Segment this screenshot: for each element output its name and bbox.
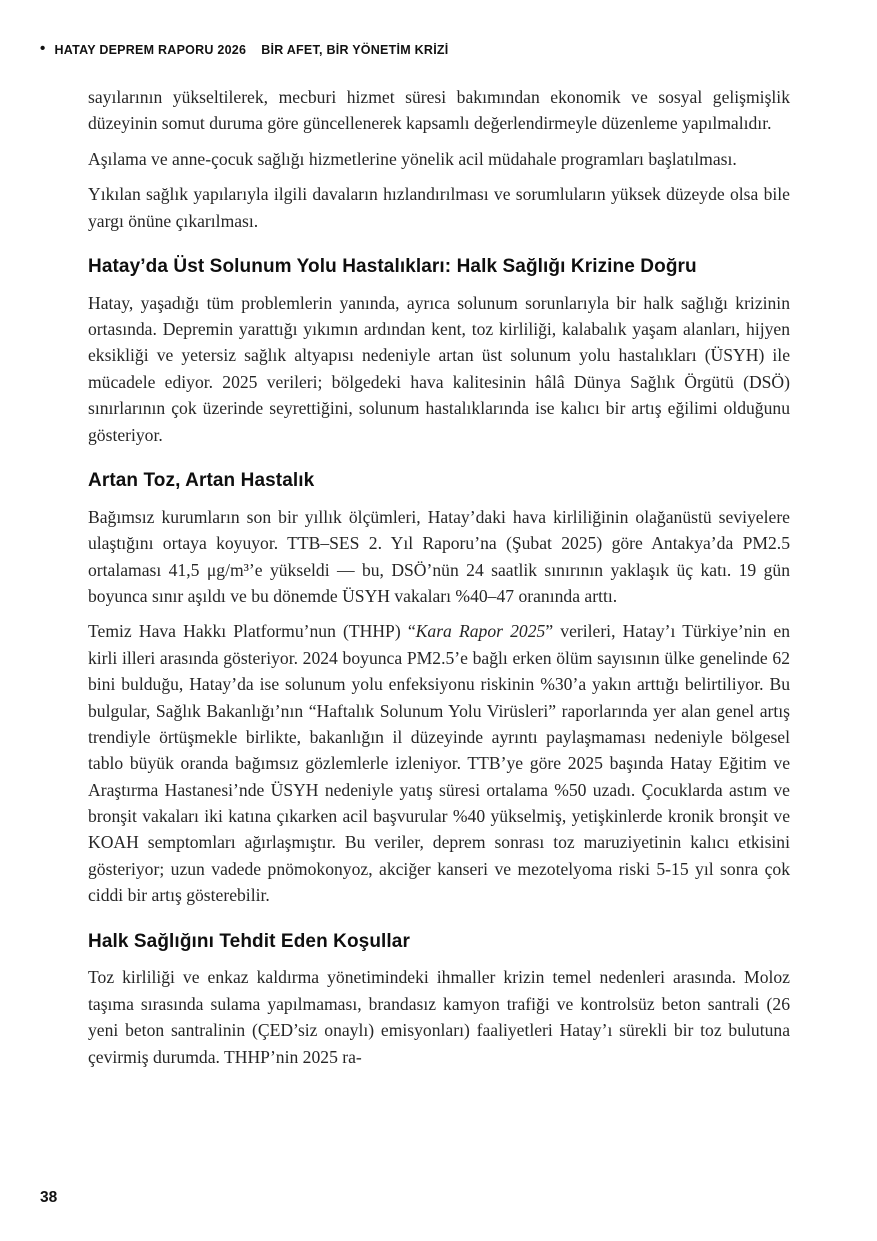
text-run: Temiz Hava Hakkı Platformu’nun (THHP) “ <box>88 621 416 642</box>
paragraph <box>88 181 790 234</box>
report-title: HATAY DEPREM RAPORU 2026 <box>54 42 247 57</box>
text-run: sayılarının yükseltilerek, mecburi hizmet süresi bakımından ekonomik ve sosyal gelişmişlik düzeyinin somut duruma göre güncellenerek kapsamlı değerlendirmeyle düzenleme yapılmalıdır. <box>88 87 790 134</box>
section-heading <box>88 255 790 279</box>
text-run: Bağımsız kurumların son bir yıllık ölçümleri, Hatay’daki hava kirliliğinin olağanüstü seviyelere ulaştığını ortaya koyuyor. TTB–SES 2. Yıl Raporu’na (Şubat 2025) göre Antakya’da PM2.5 ortalaması 41,5 μg/m³’e yükseldi — bu, DSÖ’nün 24 saatlik sınırının yaklaşık üç katı. 19 gün boyunca sınır aşıldı ve bu dönemde ÜSYH vakaları %40–47 oranında arttı. <box>88 506 790 606</box>
section-heading <box>88 469 790 493</box>
paragraph <box>88 504 790 610</box>
italic-text-run: Kara Rapor 2025 <box>415 621 546 642</box>
page-number: 38 <box>40 1189 58 1206</box>
text-run: Yıkılan sağlık yapılarıyla ilgili davaların hızlandırılması ve sorumluların yüksek düzeyde olsa bile yargı önüne çıkarılması. <box>88 184 790 231</box>
text-run: Toz kirliliği ve enkaz kaldırma yönetimindeki ihmaller krizin temel nedenleri arasında. Moloz taşıma sırasında sulama yapılmaması, brandasız kamyon trafiği ve kontrolsüz beton santrali (26 yeni beton santralinin (ÇED’siz onaylı) emisyonları) faaliyetleri Hatay’ı sürekli bir toz bulutuna çevirmiş durumda. THHP’nin 2025 ra- <box>88 967 790 1067</box>
text-run: Artan Toz, Artan Hastalık <box>88 470 315 492</box>
text-run: Halk Sağlığını Tehdit Eden Koşullar <box>88 930 410 952</box>
text-run: Aşılama ve anne-çocuk sağlığı hizmetlerine yönelik acil müdahale programları başlatılması. <box>88 148 737 169</box>
paragraph <box>88 964 790 1070</box>
paragraph <box>88 146 790 172</box>
text-run: ” verileri, Hatay’ı Türkiye’nin en kirli illeri arasında gösteriyor. 2024 boyunca PM2.5’e bağlı erken ölüm sayısının ülke genelinde 62 bini bulduğu, Hatay’da ise solunum yolu enfeksiyonu riskinin %30’a yakın arttığı belirtiliyor. Bu bulgular, Sağlık Bakanlığı’nın “Haftalık Solunum Yolu Virüsleri” raporlarında yer alan genel artış trendiyle örtüşmekle birlikte, bakanlığın il düzeyinde ayrıntı paylaşmaması nedeniyle bölgesel tablo büyük oranda bağımsız gözlemlerle izleniyor. TTB’ye göre 2025 başında Hatay Eğitim ve Araştırma Hastanesi’nde ÜSYH nedeniyle yatış süresi ortalama %50 uzadı. Çocuklarda astım ve bronşit vakaları iki katına çıkarken acil başvurular %40 yükselmiş, yetişkinlerde kronik bronşit ve KOAH semptomları ağırlaşmıştır. Bu veriler, deprem sonrası toz maruziyetinin kalıcı etkisini gösteriyor; uzun vadede pnömokonyoz, akciğer kanseri ve mezotelyoma riski 5-15 yıl sonra çok ciddi bir artış gösterebilir. <box>88 621 790 906</box>
document-body <box>88 84 790 1079</box>
running-header <box>40 42 449 57</box>
paragraph <box>88 618 790 908</box>
section-heading <box>88 930 790 954</box>
text-run: Hatay’da Üst Solunum Yolu Hastalıkları: Halk Sağlığı Krizine Doğru <box>88 255 697 277</box>
report-subtitle: BİR AFET, BİR YÖNETİM KRİZİ <box>261 42 449 57</box>
text-run: Hatay, yaşadığı tüm problemlerin yanında, ayrıca solunum sorunlarıyla bir halk sağlığı krizinin ortasında. Depremin yarattığı yıkımın ardından kent, toz kirliliği, kalabalık yaşam alanları, hijyen eksikliği ve yetersiz sağlık altyapısı nedeniyle artan üst solunum yolu hastalıkları (ÜSYH) ile mücadele ediyor. 2025 verileri; bölgedeki hava kalitesinin hâlâ Dünya Sağlık Örgütü (DSÖ) sınırlarının çok üzerinde seyrettiğini, solunum hastalıklarında ise kalıcı bir artış eğilimi olduğunu gösteriyor. <box>88 292 790 445</box>
paragraph <box>88 290 790 448</box>
paragraph <box>88 84 790 137</box>
header-bullet-icon: • <box>40 40 46 57</box>
